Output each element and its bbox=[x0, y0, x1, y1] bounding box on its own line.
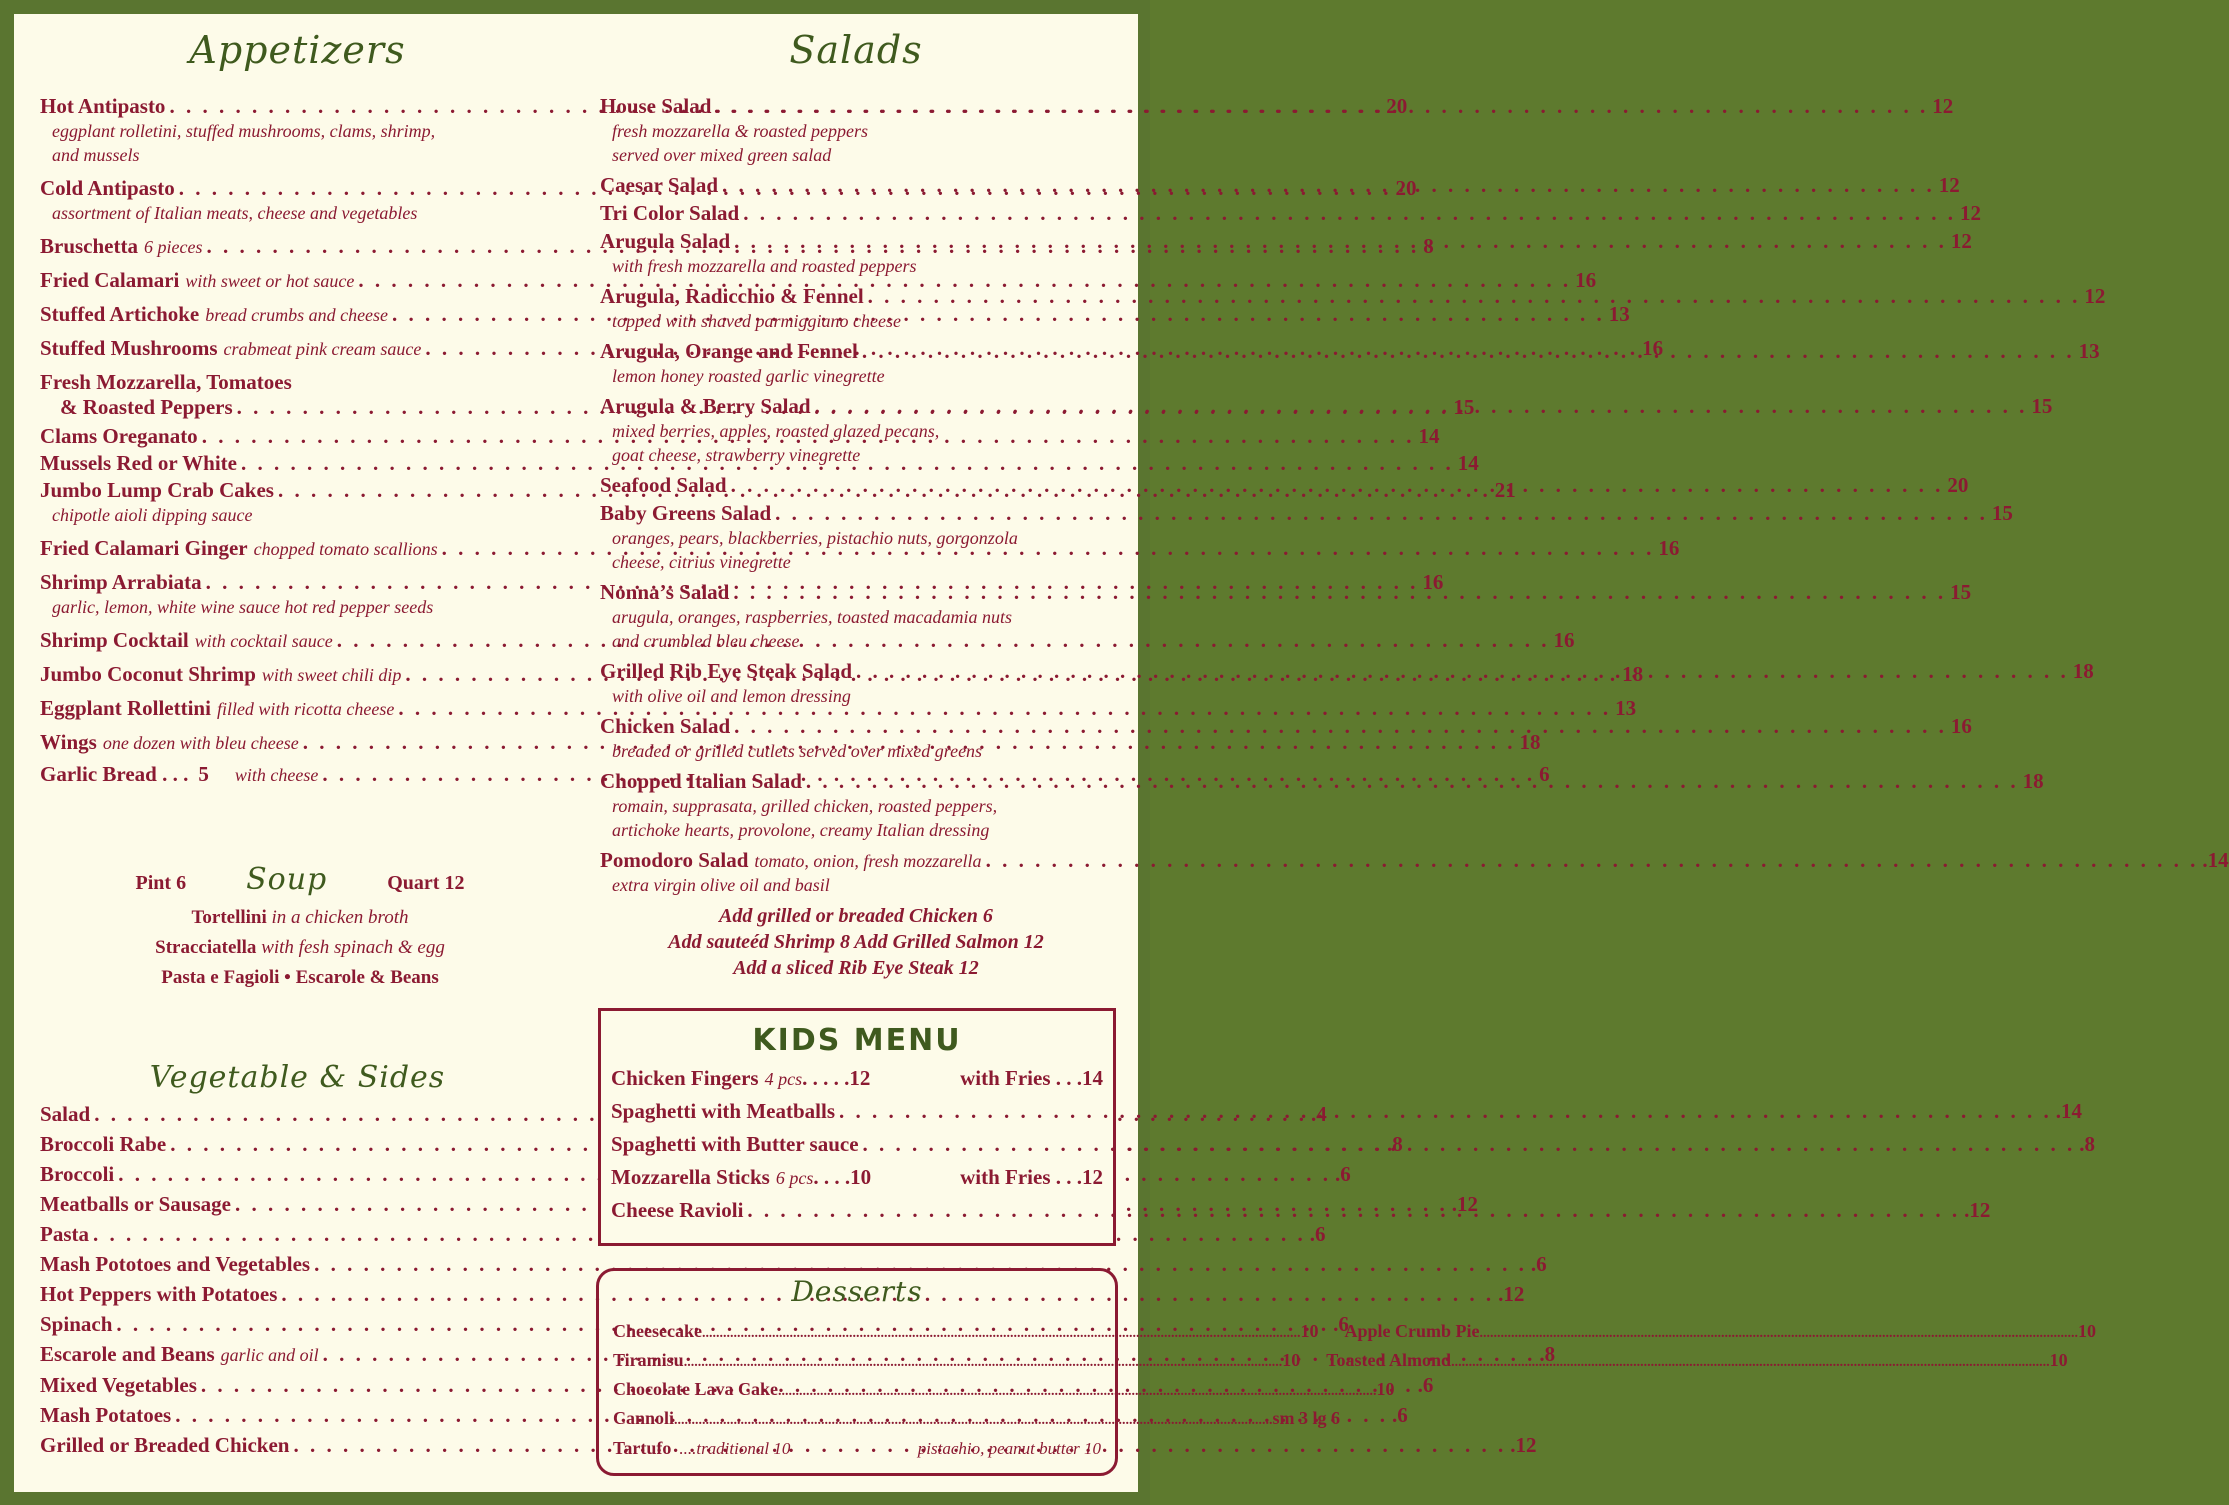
item-price: .6 bbox=[1333, 1312, 1349, 1336]
item-name: Wings bbox=[40, 730, 97, 754]
item-name: Spaghetti with Meatballs bbox=[611, 1099, 836, 1123]
item-name: Mash Pototoes and Vegetables bbox=[40, 1252, 311, 1276]
item-price: .14 bbox=[2055, 1099, 2083, 1123]
item-name: Grilled Rib Eye Steak Salad bbox=[600, 659, 853, 683]
item-name: Garlic Bread . . . bbox=[40, 762, 189, 786]
item-name: Fried Calamari Ginger bbox=[40, 536, 248, 560]
item-row bbox=[600, 201, 1981, 226]
item-description: and crumbled bleu cheese bbox=[612, 631, 800, 651]
leader-dots bbox=[734, 714, 1947, 739]
item-price: .8 bbox=[1539, 1342, 1556, 1366]
leader-dots bbox=[1451, 1350, 2050, 1376]
leader-dots bbox=[863, 1132, 2076, 1157]
item-name: Hot Antipasto bbox=[40, 94, 166, 118]
item-name: Chicken Salad bbox=[600, 714, 731, 738]
item-name: Chocolate Lava Cake bbox=[613, 1379, 778, 1399]
leader-dots bbox=[856, 659, 2069, 684]
item-name: House Salad bbox=[600, 94, 712, 118]
item-description: cheese, citrius vinegrette bbox=[612, 552, 791, 572]
item-price: . . . . .12 bbox=[802, 1066, 871, 1090]
soup-list bbox=[60, 903, 540, 993]
item-note: with cocktail sauce bbox=[194, 631, 333, 651]
item-name: Mussels Red or White bbox=[40, 451, 237, 475]
item-description: oranges, pears, blackberries, pistachio nuts, gorgonzola bbox=[612, 528, 1018, 548]
item-description: topped with shaved parmiggiano cheese bbox=[612, 311, 901, 331]
item-note: chopped tomato scallions bbox=[253, 539, 438, 559]
salads-heading: Salads bbox=[789, 28, 923, 72]
item-row bbox=[600, 659, 2094, 684]
salad-item bbox=[600, 229, 1972, 278]
leader-dots bbox=[684, 1350, 1283, 1376]
item-name: Chicken Fingers bbox=[611, 1066, 759, 1090]
leader-dots bbox=[702, 1321, 1301, 1347]
dessert-item bbox=[613, 1405, 1341, 1434]
appetizers-heading: Appetizers bbox=[189, 28, 406, 72]
soup-heading: Soup bbox=[246, 862, 328, 897]
leader-dots bbox=[674, 1408, 1273, 1434]
item-name: Cheese Ravioli bbox=[611, 1198, 744, 1222]
item-name: Jumbo Coconut Shrimp bbox=[40, 662, 256, 686]
item-name: Shrimp Arrabiata bbox=[40, 570, 202, 594]
item-price: .6 bbox=[1391, 1403, 1408, 1427]
kids-item bbox=[601, 1165, 1113, 1190]
kids-menu-list bbox=[601, 1066, 2096, 1223]
item-description: and mussels bbox=[52, 145, 140, 165]
item-name: Eggplant Rollettini bbox=[40, 696, 211, 720]
item-price: .14 bbox=[2202, 848, 2229, 872]
item-price: 13 bbox=[2078, 339, 2100, 363]
item-name: Salad bbox=[40, 1102, 91, 1126]
item-price: .4 bbox=[1310, 1102, 1327, 1126]
item-note: tomato, onion, fresh mozzarella bbox=[754, 851, 982, 871]
item-price: 10 bbox=[2049, 1350, 2068, 1370]
menu-item bbox=[40, 268, 1597, 293]
item-price: . . . .10 bbox=[813, 1165, 872, 1189]
soup-pint: Pint 6 bbox=[135, 872, 187, 894]
item-name: Tiramisu bbox=[613, 1350, 684, 1370]
item-price: 10 bbox=[1300, 1321, 1319, 1341]
item-note: 6 pcs bbox=[775, 1168, 814, 1188]
item-price: 18 bbox=[1519, 730, 1541, 754]
dessert-item bbox=[1326, 1347, 2067, 1376]
item-name: Meatballs or Sausage bbox=[40, 1192, 231, 1216]
dessert-item bbox=[613, 1318, 1318, 1347]
item-name: Seafood Salad bbox=[600, 473, 727, 497]
item-price: 12 bbox=[1960, 201, 1981, 225]
item-description: with fresh mozzarella and roasted peppers bbox=[612, 256, 917, 276]
item-price: 13 bbox=[1615, 696, 1637, 720]
kids-item bbox=[601, 1099, 2083, 1124]
item-price: 13 bbox=[1608, 302, 1630, 326]
soup-item bbox=[60, 933, 540, 963]
soup-quart: Quart 12 bbox=[387, 872, 465, 894]
item-price: 15 bbox=[1991, 501, 2013, 525]
item-note: one dozen with bleu cheese bbox=[102, 733, 299, 753]
item-row bbox=[600, 769, 2044, 794]
item-note: bread crumbs and cheese bbox=[205, 305, 389, 325]
item-price: .12 bbox=[1498, 1282, 1525, 1306]
item-note: filled with ricotta cheese bbox=[216, 699, 395, 719]
item-name: Mozzarella Sticks bbox=[611, 1165, 770, 1189]
leader-dots bbox=[722, 173, 1935, 198]
item-name: Fried Calamari bbox=[40, 268, 180, 292]
item-price: 12 bbox=[1932, 94, 1954, 118]
item-name-line2: & Roasted Peppers bbox=[60, 395, 233, 419]
leader-dots bbox=[775, 501, 1988, 526]
item-price: .6 bbox=[1530, 1252, 1547, 1276]
leader-dots bbox=[1479, 1321, 2078, 1347]
item-name: Clams Oreganato bbox=[40, 424, 198, 448]
salad-item bbox=[600, 848, 2229, 897]
item-description: chipotle aioli dipping sauce bbox=[52, 505, 253, 525]
kids-item bbox=[601, 1198, 1991, 1223]
item-name: Shrimp Cocktail bbox=[40, 628, 189, 652]
kids-item bbox=[601, 1066, 1113, 1091]
item-name: Bruschetta bbox=[40, 234, 138, 258]
item-note: pistachio, peanut butter 10 bbox=[917, 1439, 1101, 1458]
soup-item bbox=[60, 963, 540, 993]
item-price: 12 bbox=[2084, 284, 2106, 308]
item-price: 20 bbox=[1395, 176, 1417, 200]
item-price: 15 bbox=[2031, 394, 2053, 418]
dessert-row bbox=[613, 1318, 2096, 1347]
item-name: Fresh Mozzarella, Tomatoes bbox=[40, 370, 292, 394]
leader-dots bbox=[747, 1198, 1960, 1223]
desserts-heading: Desserts bbox=[791, 1275, 923, 1308]
item-price: .6 bbox=[1417, 1373, 1434, 1397]
item-price: .6 bbox=[1309, 1222, 1326, 1246]
item-price: 15 bbox=[1453, 395, 1475, 419]
item-description: assortment of Italian meats, cheese and vegetables bbox=[52, 203, 418, 223]
item-name: Spinach bbox=[40, 1312, 113, 1336]
item-name: Pomodoro Salad bbox=[600, 848, 749, 872]
item-price: 16 bbox=[1950, 714, 1972, 738]
item-price: .8 bbox=[2079, 1132, 2096, 1156]
item-price: 12 bbox=[1950, 229, 1972, 253]
item-name: Arugula & Berry Salad bbox=[600, 394, 811, 418]
item-price: .12 bbox=[1964, 1198, 1991, 1222]
item-note: 6 pieces bbox=[144, 237, 203, 257]
item-price: 20 bbox=[1386, 94, 1408, 118]
item-name: Mixed Vegetables bbox=[40, 1373, 197, 1397]
item-price: 10 bbox=[1282, 1350, 1301, 1370]
leader-dots bbox=[731, 473, 1944, 498]
item-name: Baby Greens Salad bbox=[600, 501, 772, 525]
item-description: breaded or grilled cutlets served over mixed greens bbox=[612, 741, 983, 761]
item-description: extra virgin olive oil and basil bbox=[612, 875, 830, 895]
item-description: fresh mozzarella & roasted peppers bbox=[612, 121, 868, 141]
item-name: Cheesecake bbox=[613, 1321, 702, 1341]
item-price: 21 bbox=[1494, 478, 1516, 502]
item-name: Hot Peppers with Potatoes bbox=[40, 1282, 278, 1306]
item-price: .12 bbox=[1451, 1192, 1478, 1216]
item-row bbox=[600, 284, 2106, 309]
item-note: crabmeat pink cream sauce bbox=[223, 339, 422, 359]
item-description: served over mixed green salad bbox=[612, 145, 832, 165]
item-row bbox=[600, 501, 2013, 526]
leader-dots bbox=[733, 580, 1946, 605]
item-name: Jumbo Lump Crab Cakes bbox=[40, 478, 274, 502]
salad-addons bbox=[600, 903, 1112, 981]
item-price: 12 bbox=[1938, 173, 1960, 197]
item-price: 10 bbox=[1376, 1379, 1395, 1399]
soup-item bbox=[60, 903, 540, 933]
leader-dots bbox=[986, 848, 2199, 873]
item-row bbox=[600, 848, 2229, 873]
item-note: garlic and oil bbox=[220, 1345, 319, 1365]
kids-menu-box bbox=[598, 1008, 2096, 1246]
sides-heading: Vegetable & Sides bbox=[149, 1060, 446, 1095]
item-note: with cheese bbox=[234, 765, 319, 785]
item-row bbox=[600, 714, 1972, 739]
leader-dots bbox=[743, 201, 1956, 226]
item-name: Pasta bbox=[40, 1222, 89, 1246]
item-price: 10 bbox=[2077, 1321, 2096, 1341]
dessert-item bbox=[613, 1434, 1101, 1463]
item-description: artichoke hearts, provolone, creamy Italian dressing bbox=[612, 820, 990, 840]
soup-note: with fesh spinach & egg bbox=[261, 937, 445, 958]
item-price: 15 bbox=[1950, 580, 1972, 604]
leader-dots bbox=[806, 769, 2019, 794]
item-note: ....traditional 10 bbox=[679, 1439, 791, 1458]
item-price: sm 3 lg 6 bbox=[1272, 1408, 1341, 1428]
leader-dots bbox=[778, 1379, 1377, 1405]
item-price: .12 bbox=[1510, 1433, 1537, 1457]
item-price: 18 bbox=[1622, 662, 1644, 686]
item-name: Cannoli bbox=[613, 1408, 675, 1428]
item-row bbox=[600, 229, 1972, 254]
item-note: with sweet or hot sauce bbox=[185, 271, 355, 291]
addon-line: Add a sliced Rib Eye Steak 12 bbox=[733, 957, 979, 979]
item-name: Arugula Salad bbox=[600, 229, 731, 253]
item-name: Stuffed Mushrooms bbox=[40, 336, 218, 360]
soup-note: in a chicken broth bbox=[271, 907, 409, 928]
addon-line: Add grilled or breaded Chicken 6 bbox=[719, 905, 993, 927]
item-description: with olive oil and lemon dressing bbox=[612, 686, 851, 706]
item-name: Nonna’s Salad bbox=[600, 580, 730, 604]
item-price: 6 bbox=[1539, 762, 1550, 786]
item-price: 16 bbox=[1575, 268, 1597, 292]
item-price: 16 bbox=[1422, 570, 1444, 594]
item-description: garlic, lemon, white wine sauce hot red pepper seeds bbox=[52, 597, 434, 617]
item-description: eggplant rolletini, stuffed mushrooms, clams, shrimp, bbox=[52, 121, 436, 141]
item-name: Chopped Italian Salad bbox=[600, 769, 802, 793]
addon-line: Add sauteéd Shrimp 8 Add Grilled Salmon 12 bbox=[668, 931, 1044, 953]
item-price: 20 bbox=[1947, 473, 1969, 497]
item-description: mixed berries, apples, roasted glazed pecans, bbox=[612, 421, 940, 441]
leader-dots bbox=[862, 339, 2075, 364]
leader-dots bbox=[815, 394, 2028, 419]
item-price: 14 bbox=[1457, 451, 1479, 475]
item-price: 18 bbox=[2072, 659, 2094, 683]
item-price: 5 bbox=[198, 762, 209, 786]
item-price: .8 bbox=[1386, 1132, 1403, 1156]
dessert-row bbox=[613, 1347, 2068, 1376]
item-price: 16 bbox=[1658, 536, 1680, 560]
item-description: romain, supprasata, grilled chicken, roasted peppers, bbox=[612, 796, 998, 816]
item-extra: with Fries . . .12 bbox=[960, 1165, 1103, 1189]
item-name: Spaghetti with Butter sauce bbox=[611, 1132, 859, 1156]
item-extra: with Fries . . .14 bbox=[960, 1066, 1103, 1090]
item-description: lemon honey roasted garlic vinegrette bbox=[612, 366, 885, 386]
item-row bbox=[600, 394, 2053, 419]
leader-dots bbox=[715, 94, 1928, 119]
salad-item bbox=[600, 201, 1981, 226]
dessert-item bbox=[613, 1347, 1300, 1376]
side-item bbox=[40, 1219, 1326, 1249]
leader-dots bbox=[868, 284, 2081, 309]
item-name: Escarole and Beans bbox=[40, 1342, 215, 1366]
item-name: Stuffed Artichoke bbox=[40, 302, 200, 326]
item-price: 14 bbox=[1418, 424, 1440, 448]
item-name: Grilled or Breaded Chicken bbox=[40, 1433, 290, 1457]
item-price: 16 bbox=[1553, 628, 1575, 652]
soup-name: Tortellini bbox=[191, 907, 267, 928]
item-name: Mash Potatoes bbox=[40, 1403, 172, 1427]
item-description: arugula, oranges, raspberries, toasted macadamia nuts bbox=[612, 607, 1012, 627]
item-price: 18 bbox=[2022, 769, 2044, 793]
kids-menu-heading: KIDS MENU bbox=[752, 1023, 962, 1058]
item-note: 4 pcs bbox=[764, 1069, 803, 1089]
dessert-item bbox=[613, 1376, 1395, 1405]
item-note: with sweet chili dip bbox=[261, 665, 402, 685]
item-name: Caesar Salad bbox=[600, 173, 719, 197]
item-name: Broccoli Rabe bbox=[40, 1132, 167, 1156]
kids-item bbox=[601, 1132, 2096, 1157]
item-name: Toasted Almond bbox=[1326, 1350, 1452, 1370]
leader-dots bbox=[734, 229, 1947, 254]
side-item bbox=[40, 1249, 1547, 1279]
soup-name: Pasta e Fagioli • Escarole & Beans bbox=[161, 967, 439, 988]
item-name: Arugula, Orange and Fennel bbox=[600, 339, 858, 363]
salad-item bbox=[600, 769, 2044, 842]
item-name: Cold Antipasto bbox=[40, 176, 175, 200]
soup-section bbox=[60, 862, 540, 993]
item-name: Tartufo bbox=[613, 1438, 672, 1458]
item-description: goat cheese, strawberry vinegrette bbox=[612, 445, 861, 465]
item-name: Tri Color Salad bbox=[600, 201, 740, 225]
dessert-item bbox=[1344, 1318, 2096, 1347]
item-price: 16 bbox=[1642, 336, 1664, 360]
item-name: Broccoli bbox=[40, 1162, 115, 1186]
soup-name: Stracciatella bbox=[155, 937, 257, 958]
item-row bbox=[40, 268, 1597, 293]
item-name: Arugula, Radicchio & Fennel bbox=[600, 284, 864, 308]
item-price: .6 bbox=[1335, 1162, 1351, 1186]
item-name: Apple Crumb Pie bbox=[1344, 1321, 1480, 1341]
item-price: 8 bbox=[1423, 234, 1434, 258]
leader-dots bbox=[839, 1099, 2052, 1124]
